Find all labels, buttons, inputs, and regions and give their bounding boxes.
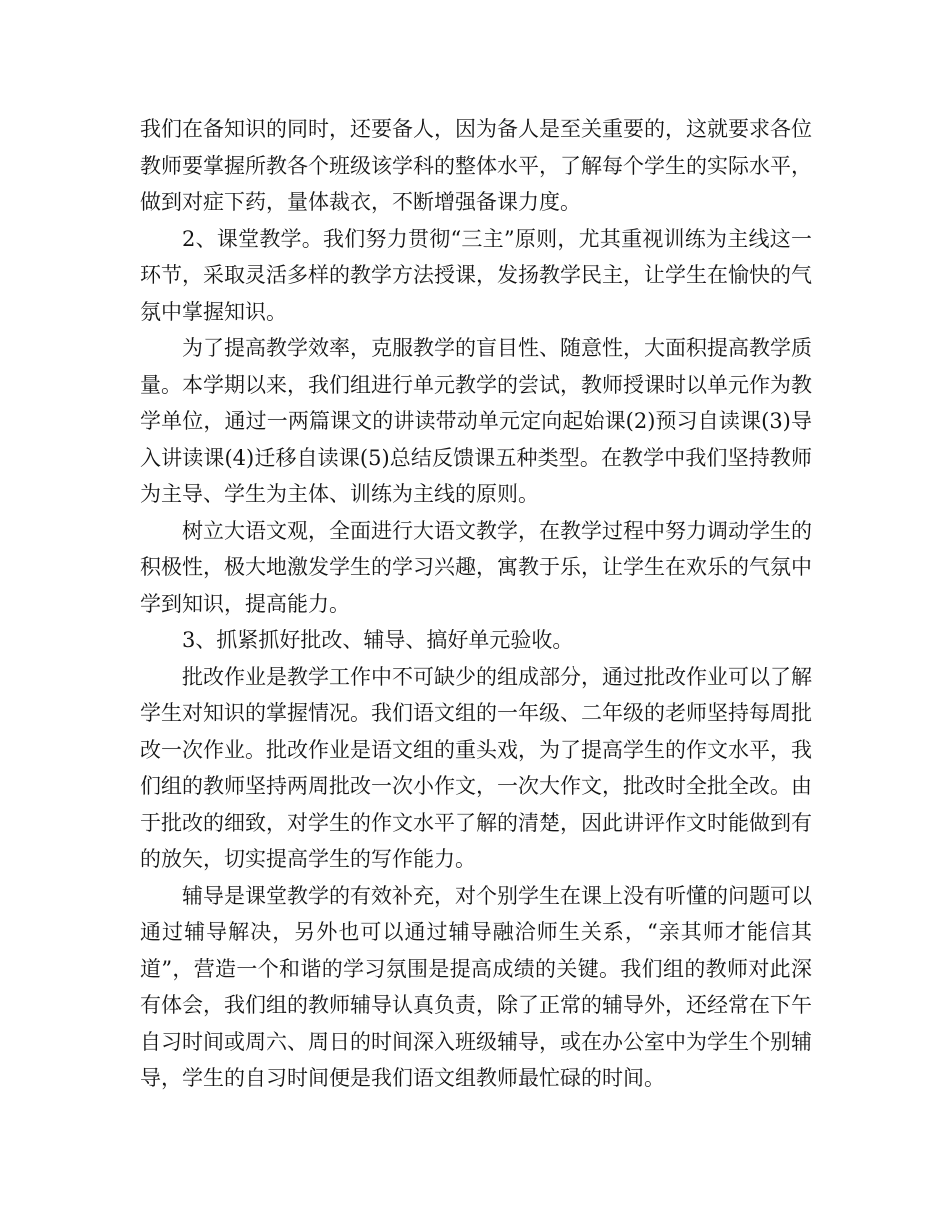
paragraph-3: 为了提高教学效率，克服教学的盲目性、随意性，大面积提高教学质量。本学期以来，我们组进行单元教学的尝试，教师授课时以单元作为教学单位，通过一两篇课文的讲读带动单元定向起始课(2)预习自读课(3)导入讲读课(4)迁移自读课(5)总结反馈课五种类型。在教学中我们坚持教师为主导、学生为主体、训练为主线的原则。 [140,336,812,506]
paragraph-4: 树立大语文观，全面进行大语文教学，在教学过程中努力调动学生的积极性，极大地激发学生的学习兴趣，寓教于乐，让学生在欢乐的气氛中学到知识，提高能力。 [140,518,812,616]
paragraph-7: 辅导是课堂教学的有效补充，对个别学生在课上没有听懂的问题可以通过辅导解决，另外也可以通过辅导融洽师生关系，“亲其师才能信其道”，营造一个和谐的学习氛围是提高成绩的关键。我们组的教师对此深有体会，我们组的教师辅导认真负责，除了正常的辅导外，还经常在下午自习时间或周六、周日的时间深入班级辅导，或在办公室中为学生个别辅导，学生的自习时间便是我们语文组教师最忙碌的时间。 [140,883,812,1090]
paragraph-2: 2、课堂教学。我们努力贯彻“三主”原则，尤其重视训练为主线这一环节，采取灵活多样的教学方法授课，发扬教学民主，让学生在愉快的气氛中掌握知识。 [140,226,812,324]
paragraph-6: 批改作业是教学工作中不可缺少的组成部分，通过批改作业可以了解学生对知识的掌握情况。我们语文组的一年级、二年级的老师坚持每周批改一次作业。批改作业是语文组的重头戏，为了提高学生的作文水平，我们组的教师坚持两周批改一次小作文，一次大作文，批改时全批全改。由于批改的细致，对学生的作文水平了解的清楚，因此讲评作文时能做到有的放矢，切实提高学生的写作能力。 [140,664,812,871]
paragraph-1: 我们在备知识的同时，还要备人，因为备人是至关重要的，这就要求各位教师要掌握所教各个班级该学科的整体水平，了解每个学生的实际水平，做到对症下药，量体裁衣，不断增强备课力度。 [140,117,812,214]
document-body [140,111,812,1097]
paragraph-5: 3、抓紧抓好批改、辅导、搞好单元验收。 [182,628,574,652]
